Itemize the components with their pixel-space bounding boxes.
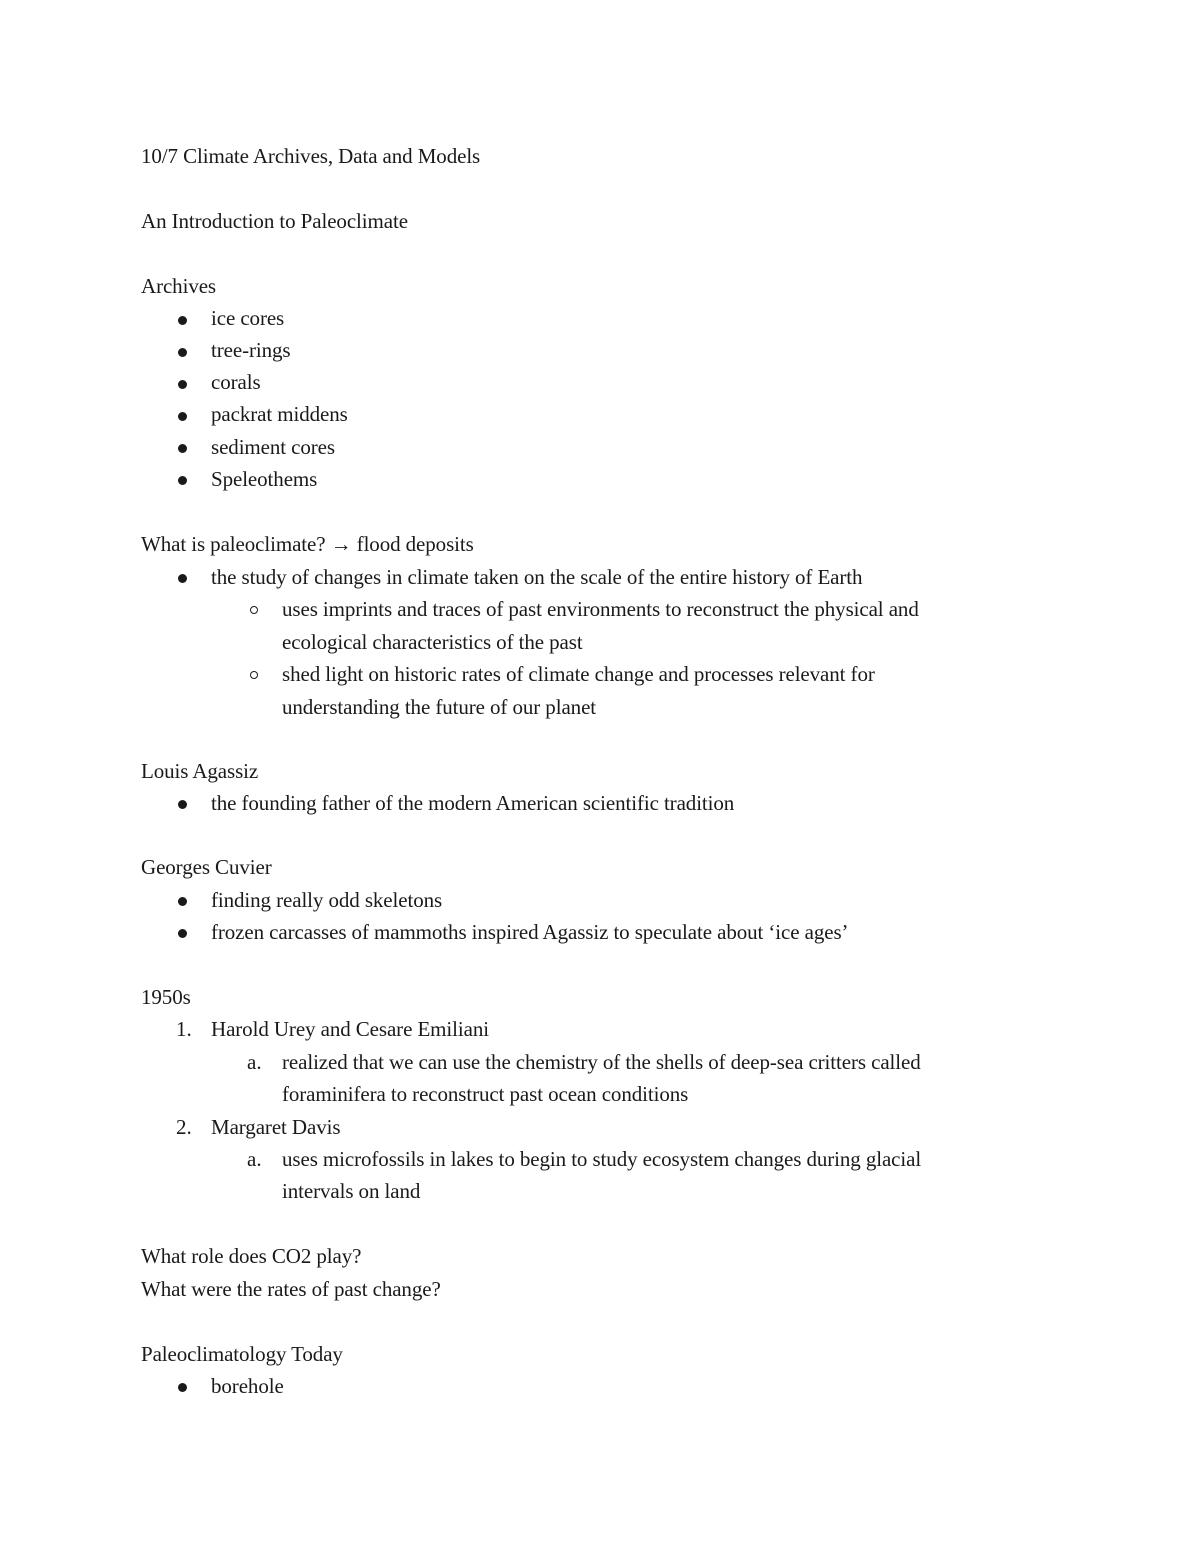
list-item: Harold Urey and Cesare Emiliani	[211, 1017, 489, 1041]
list-number: 2.	[176, 1115, 192, 1139]
bullet-icon	[178, 897, 187, 906]
section-heading-today: Paleoclimatology Today	[141, 1342, 343, 1366]
list-item: Speleothems	[211, 467, 318, 491]
bullet-icon	[178, 444, 187, 453]
list-item: packrat middens	[211, 402, 348, 426]
section-heading-agassiz: Louis Agassiz	[141, 759, 259, 783]
list-item: finding really odd skeletons	[211, 888, 443, 912]
bullet-icon	[178, 380, 187, 389]
sub-list-item: uses microfossils in lakes to begin to study ecosystem changes during glacial	[282, 1147, 922, 1171]
sub-list-item-continuation: intervals on land	[282, 1179, 421, 1203]
section-heading-1950s: 1950s	[141, 985, 191, 1009]
bullet-icon	[178, 929, 187, 938]
question-co2: What role does CO2 play?	[141, 1244, 362, 1268]
bullet-icon	[178, 800, 187, 809]
question-rates: What were the rates of past change?	[141, 1277, 441, 1301]
list-item: tree-rings	[211, 338, 291, 362]
sub-list-item-continuation: understanding the future of our planet	[282, 695, 597, 719]
list-item: borehole	[211, 1374, 284, 1398]
section-heading-archives: Archives	[141, 274, 217, 298]
bullet-icon	[178, 476, 187, 485]
sub-list-item: realized that we can use the chemistry of the shells of deep-sea critters called	[282, 1050, 921, 1074]
bullet-icon	[178, 574, 187, 583]
sub-list-item-continuation: foraminifera to reconstruct past ocean conditions	[282, 1082, 689, 1106]
bullet-icon	[178, 316, 187, 325]
section-heading-cuvier: Georges Cuvier	[141, 855, 272, 879]
list-item: ice cores	[211, 306, 285, 330]
list-item: frozen carcasses of mammoths inspired Agassiz to speculate about ‘ice ages’	[211, 920, 849, 944]
document-title: 10/7 Climate Archives, Data and Models	[141, 144, 481, 168]
list-item: Margaret Davis	[211, 1115, 341, 1139]
list-item: sediment cores	[211, 435, 335, 459]
bullet-icon	[178, 348, 187, 357]
list-item: the founding father of the modern American scientific tradition	[211, 791, 735, 815]
list-letter: a.	[247, 1147, 262, 1171]
sub-list-item: shed light on historic rates of climate change and processes relevant for	[282, 662, 875, 686]
sub-bullet-icon	[250, 671, 258, 679]
list-number: 1.	[176, 1017, 192, 1041]
sub-list-item: uses imprints and traces of past environments to reconstruct the physical and	[282, 597, 919, 621]
bullet-icon	[178, 412, 187, 421]
list-item: the study of changes in climate taken on the scale of the entire history of Earth	[211, 565, 863, 589]
list-item: corals	[211, 370, 261, 394]
bullet-icon	[178, 1383, 187, 1392]
section-heading-intro: An Introduction to Paleoclimate	[141, 209, 408, 233]
sub-bullet-icon	[250, 606, 258, 614]
list-letter: a.	[247, 1050, 262, 1074]
section-heading-paleoclimate: What is paleoclimate? → flood deposits	[141, 532, 474, 556]
sub-list-item-continuation: ecological characteristics of the past	[282, 630, 583, 654]
